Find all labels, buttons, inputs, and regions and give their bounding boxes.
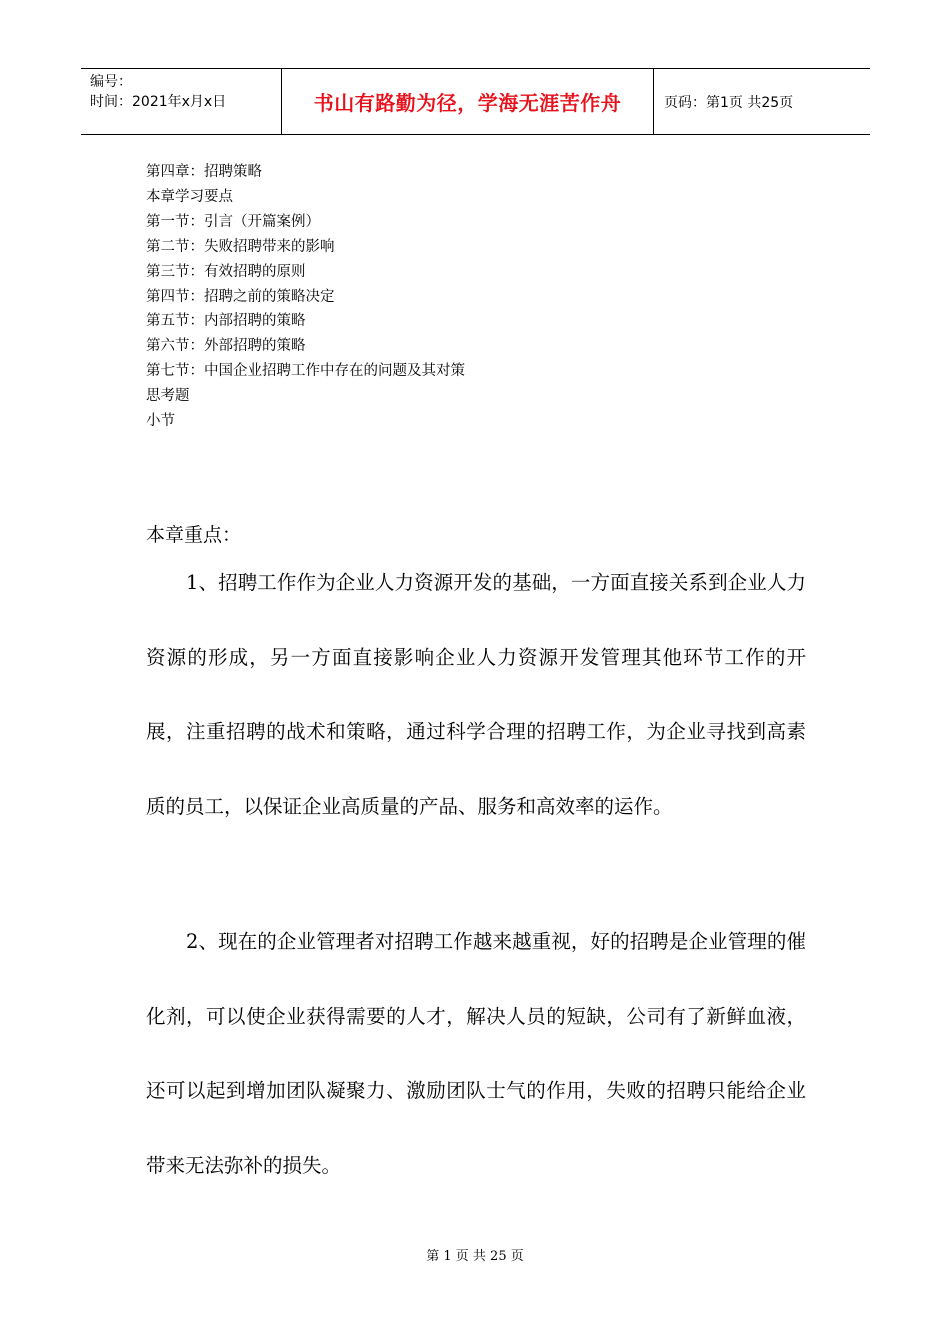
toc-item: 第四章：招聘策略 (146, 164, 262, 180)
table-of-contents (146, 160, 465, 434)
body-paragraph: 2、现在的企业管理者对招聘工作越来越重视，好的招聘是企业管理的催化剂，可以使企业获得需要的人才，解决人员的短缺，公司有了新鲜血液，还可以起到增加团队凝聚力、激励团队士气的作用，失败的招聘只能给企业带来无法弥补的损失。 (146, 930, 806, 1177)
page-info-text: 页码：第1页 共25页 (664, 94, 794, 111)
toc-item: 第七节：中国企业招聘工作中存在的问题及其对策 (146, 363, 465, 380)
time-label: 时间：2021年x月x日 (90, 94, 227, 110)
toc-item: 本章学习要点 (146, 188, 233, 205)
toc-item: 第五节：内部招聘的策略 (146, 313, 306, 330)
section-title: 本章重点： (146, 524, 242, 546)
header-page-info (654, 69, 870, 134)
header-motto-cell (282, 69, 654, 134)
toc-item: 第三节：有效招聘的原则 (146, 263, 306, 280)
page-footer: 第 1 页 共 25 页 (426, 1249, 524, 1264)
body-paragraph: 1、招聘工作作为企业人力资源开发的基础，一方面直接关系到企业人力资源的形成，另一方面直接影响企业人力资源开发管理其他环节工作的开展，注重招聘的战术和策略，通过科学合理的招聘工作，为企业寻找到高素质的员工，以保证企业高质量的产品、服务和高效率的运作。 (146, 571, 806, 818)
toc-item: 第一节：引言（开篇案例） (146, 213, 320, 230)
toc-item: 第二节：失败招聘带来的影响 (146, 238, 335, 255)
page-header (81, 68, 870, 135)
toc-item: 思考题 (146, 388, 190, 405)
number-label: 编号： (90, 74, 132, 90)
header-meta (81, 69, 282, 134)
toc-item: 第六节：外部招聘的策略 (146, 338, 306, 355)
toc-item: 第四节：招聘之前的策略决定 (146, 288, 335, 305)
motto-text: 书山有路勤为径，学海无涯苦作舟 (313, 91, 622, 115)
toc-item: 小节 (146, 413, 175, 430)
